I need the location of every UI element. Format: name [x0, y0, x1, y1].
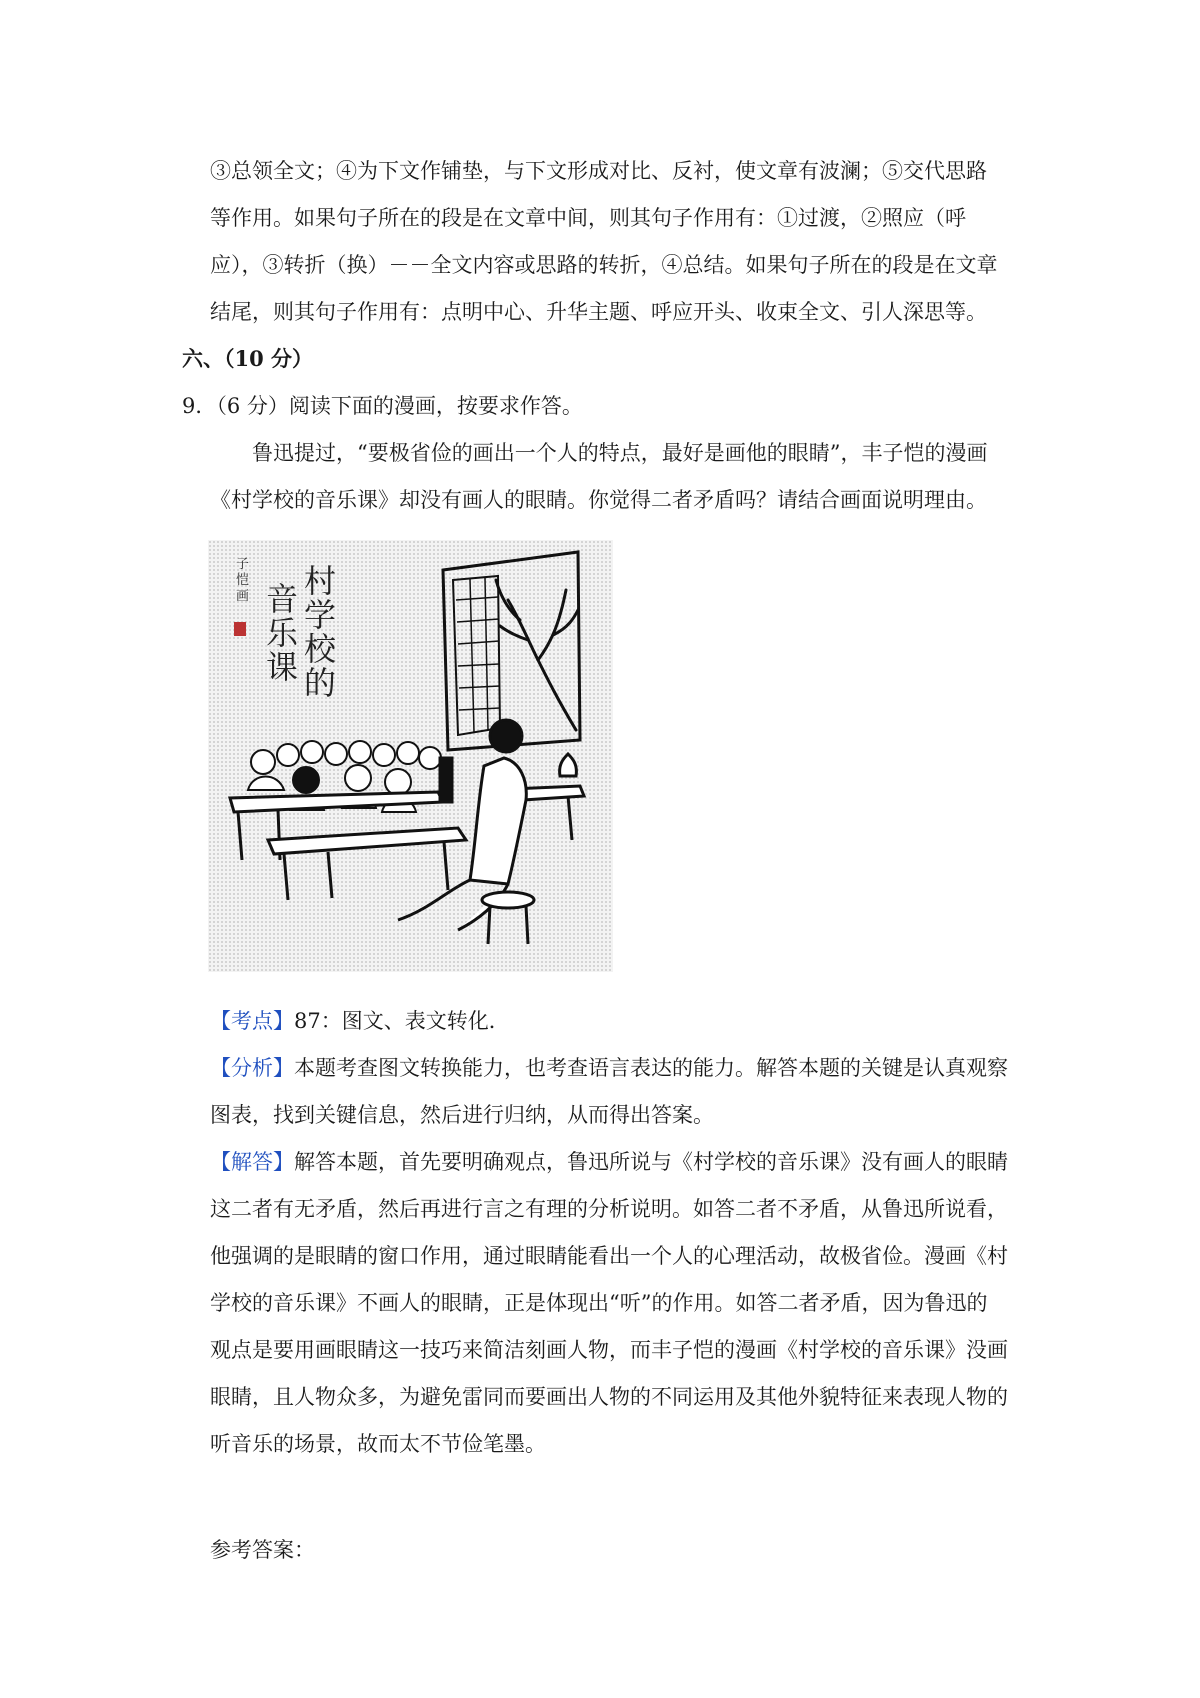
section-heading: 六、（10 分） — [182, 346, 314, 371]
jieda-line-1 — [210, 1147, 1008, 1177]
reference-answer-label: 参考答案： — [210, 1538, 315, 1562]
question-stem: 9．（6 分）阅读下面的漫画，按要求作答。 — [182, 394, 583, 418]
tables — [230, 786, 584, 900]
jieda-line-5: 观点是要用画眼睛这一技巧来简洁刻画人物，而丰子恺的漫画《村学校的音乐课》没画 — [210, 1338, 1008, 1362]
kaodian-text: 87：图文、表文转化． — [294, 1009, 510, 1033]
jieda-line-7: 听音乐的场景，故而太不节俭笔墨。 — [210, 1432, 546, 1456]
calligraphy-column-2: 音乐课 — [266, 580, 299, 686]
signature: 子恺画 — [236, 557, 250, 604]
calligraphy-column-1: 村学校的 — [304, 562, 337, 702]
fenxi-text-1: 本题考查图文转换能力，也考查语言表达的能力。解答本题的关键是认真观察 — [294, 1056, 1008, 1080]
tree-branches — [496, 580, 578, 730]
fenxi-tag: 【分析】 — [210, 1056, 294, 1080]
jieda-text-1: 解答本题，首先要明确观点，鲁迅所说与《村学校的音乐课》没有画人的眼睛 — [294, 1150, 1008, 1174]
jieda-line-4: 学校的音乐课》不画人的眼睛，正是体现出“听”的作用。如答二者矛盾，因为鲁迅的 — [210, 1291, 988, 1315]
jieda-tag: 【解答】 — [210, 1150, 294, 1174]
jieda-line-6: 眼睛，且人物众多，为避免雷同而要画出人物的不同运用及其他外貌特征来表现人物的 — [210, 1385, 1008, 1409]
carryover-line-3: 应），③转折（换）－－全文内容或思路的转折，④总结。如果句子所在的段是在文章 — [210, 253, 998, 277]
question-prompt-line-1: 鲁迅提过，“要极省俭的画出一个人的特点，最好是画他的眼睛”，丰子恺的漫画 — [252, 441, 988, 465]
red-seal — [234, 622, 246, 636]
carryover-line-4: 结尾，则其句子作用有：点明中心、升华主题、呼应开头、收束全文、引人深思等。 — [210, 300, 987, 324]
fenxi-line-2: 图表，找到关键信息，然后进行归纳，从而得出答案。 — [210, 1103, 714, 1127]
kaodian-block — [210, 1006, 510, 1036]
carryover-line-1: ③总领全文；④为下文作铺垫，与下文形成对比、反衬，使文章有波澜；⑤交代思路 — [210, 159, 987, 183]
jieda-line-3: 他强调的是眼睛的窗口作用，通过眼睛能看出一个人的心理活动，故极省俭。漫画《村 — [210, 1244, 1008, 1268]
carryover-line-2: 等作用。如果句子所在的段是在文章中间，则其句子作用有：①过渡，②照应（呼 — [210, 206, 966, 230]
fenxi-line-1 — [210, 1053, 1008, 1083]
cartoon-drawing — [208, 540, 613, 972]
jieda-line-2: 这二者有无矛盾，然后再进行言之有理的分析说明。如答二者不矛盾，从鲁迅所说看， — [210, 1197, 1008, 1221]
cartoon-illustration — [208, 540, 613, 972]
question-prompt-line-2: 《村学校的音乐课》却没有画人的眼睛。你觉得二者矛盾吗？请结合画面说明理由。 — [210, 488, 987, 512]
kaodian-tag: 【考点】 — [210, 1009, 294, 1033]
